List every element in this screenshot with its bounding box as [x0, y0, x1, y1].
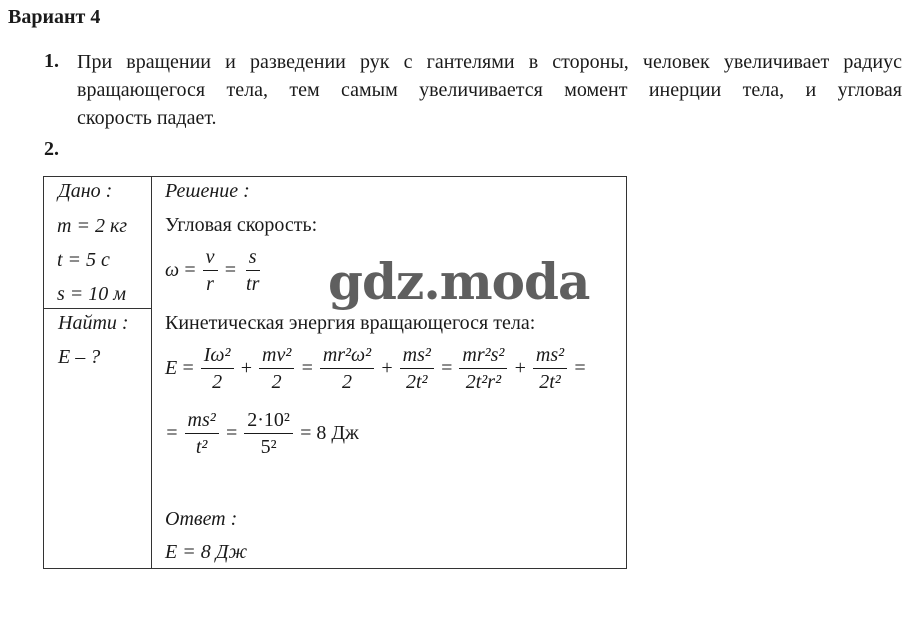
given-time: t = 5 с — [57, 249, 110, 271]
find-value: E – ? — [58, 346, 101, 368]
watermark-logo: gdz.moda — [328, 252, 590, 311]
task1-line-1: При вращении и разведении рук с гантелями в стороны, человек увеличивает радиус — [77, 51, 902, 73]
page-title: Вариант 4 — [8, 6, 101, 28]
task2-number: 2. — [44, 138, 59, 160]
energy-formula-line-1: E = $\frac{\text{Iω²}}{2}$ + $\frac{\text{mv²}}{2}$ = $\frac{\text{mr²ω²}}{2}$ + $\frac{\text{ms²}}{\text{2t²}}$ = $\frac{\text{mr²s²}}{\text{2t²r²}}$ + $\frac{\text{ms²}}{\text{2t²}}$ = — [165, 344, 587, 393]
table-divider-horizontal — [43, 308, 151, 309]
task1-number: 1. — [44, 50, 59, 72]
angular-velocity-label: Угловая скорость: — [165, 214, 318, 236]
given-mass: m = 2 кг — [57, 215, 128, 237]
given-distance: s = 10 м — [57, 283, 127, 305]
table-divider-vertical — [151, 176, 152, 569]
answer-value: E = 8 Дж — [165, 541, 248, 563]
task1-line-2: вращающегося тела, тем самым увеличивается момент инерции тела, и угловая — [77, 79, 902, 101]
solution-header: Решение : — [165, 180, 250, 202]
given-header: Дано : — [58, 180, 113, 202]
task1-text — [77, 48, 902, 132]
find-header: Найти : — [58, 312, 129, 334]
task1-line-3: скорость падает. — [77, 107, 217, 129]
kinetic-energy-label: Кинетическая энергия вращающегося тела: — [165, 312, 536, 334]
answer-header: Ответ : — [165, 508, 238, 530]
omega-formula: ω = $\frac{v}{r}$ = $\frac{s}{tr}$ — [165, 246, 260, 295]
energy-formula-line-2: = $\frac{\text{ms²}}{\text{t²}}$ = $\frac{\text{2·10²}}{\text{5²}}$ = 8 Дж — [165, 409, 359, 458]
